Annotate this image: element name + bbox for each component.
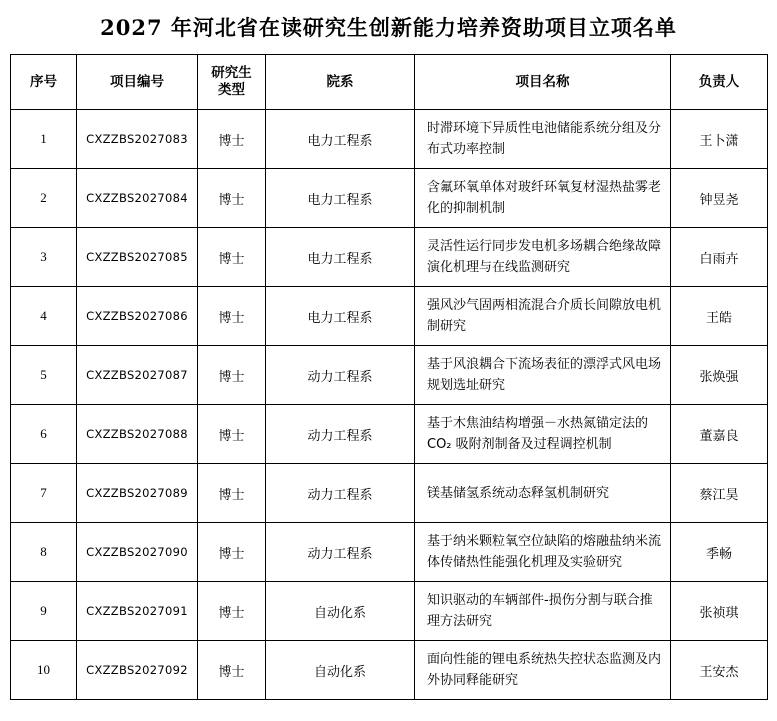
owner-cell: 董嘉良: [671, 405, 768, 464]
row-index-cell: 3: [11, 228, 77, 287]
owner-cell: 蔡江昊: [671, 464, 768, 523]
department-cell: 自动化系: [266, 582, 415, 641]
row-index-cell: 7: [11, 464, 77, 523]
header-dept: 院系: [266, 55, 415, 110]
table-row: [11, 169, 768, 228]
header-name: 项目名称: [415, 55, 671, 110]
owner-cell: 王卜潇: [671, 110, 768, 169]
department-cell: 动力工程系: [266, 464, 415, 523]
department-cell: 动力工程系: [266, 523, 415, 582]
owner-cell: 白雨卉: [671, 228, 768, 287]
row-index-cell: 6: [11, 405, 77, 464]
header-type: [198, 55, 266, 110]
row-index-cell: 4: [11, 287, 77, 346]
department-cell: 电力工程系: [266, 287, 415, 346]
table-header-row: [11, 55, 768, 110]
student-type-cell: 博士: [198, 110, 266, 169]
header-index: 序号: [11, 55, 77, 110]
row-index-cell: 8: [11, 523, 77, 582]
student-type-cell: 博士: [198, 582, 266, 641]
department-cell: 自动化系: [266, 641, 415, 700]
owner-cell: 张焕强: [671, 346, 768, 405]
project-name-cell: 时滞环境下异质性电池储能系统分组及分布式功率控制: [415, 110, 671, 169]
table-row: [11, 287, 768, 346]
project-code-cell: CXZZBS2027092: [77, 641, 198, 700]
department-cell: 电力工程系: [266, 110, 415, 169]
row-index-cell: 1: [11, 110, 77, 169]
project-name-cell: 知识驱动的车辆部件-损伤分割与联合推理方法研究: [415, 582, 671, 641]
student-type-cell: 博士: [198, 169, 266, 228]
table-row: [11, 346, 768, 405]
project-code-cell: CXZZBS2027085: [77, 228, 198, 287]
table-row: [11, 464, 768, 523]
table-row: [11, 228, 768, 287]
owner-cell: 张祯琪: [671, 582, 768, 641]
project-code-cell: CXZZBS2027090: [77, 523, 198, 582]
department-cell: 电力工程系: [266, 169, 415, 228]
project-name-cell: 基于木焦油结构增强－水热氮锚定法的 CO₂ 吸附剂制备及过程调控机制: [415, 405, 671, 464]
project-code-cell: CXZZBS2027083: [77, 110, 198, 169]
header-code: 项目编号: [77, 55, 198, 110]
header-owner: 负责人: [671, 55, 768, 110]
row-index-cell: 10: [11, 641, 77, 700]
project-name-cell: 强风沙气固两相流混合介质长间隙放电机制研究: [415, 287, 671, 346]
table-row: [11, 110, 768, 169]
table-row: [11, 523, 768, 582]
student-type-cell: 博士: [198, 346, 266, 405]
row-index-cell: 5: [11, 346, 77, 405]
project-name-cell: 基于风浪耦合下流场表征的漂浮式风电场规划选址研究: [415, 346, 671, 405]
project-name-cell: 面向性能的锂电系统热失控状态监测及内外协同释能研究: [415, 641, 671, 700]
project-code-cell: CXZZBS2027091: [77, 582, 198, 641]
owner-cell: 王皓: [671, 287, 768, 346]
department-cell: 电力工程系: [266, 228, 415, 287]
department-cell: 动力工程系: [266, 405, 415, 464]
project-code-cell: CXZZBS2027087: [77, 346, 198, 405]
header-type-line1: 研究生: [211, 65, 252, 81]
student-type-cell: 博士: [198, 405, 266, 464]
table-row: [11, 405, 768, 464]
student-type-cell: 博士: [198, 464, 266, 523]
student-type-cell: 博士: [198, 523, 266, 582]
table-row: [11, 582, 768, 641]
department-cell: 动力工程系: [266, 346, 415, 405]
project-code-cell: CXZZBS2027088: [77, 405, 198, 464]
project-name-cell: 基于纳米颗粒氧空位缺陷的熔融盐纳米流体传储热性能强化机理及实验研究: [415, 523, 671, 582]
document-title: 2027 年河北省在读研究生创新能力培养资助项目立项名单: [100, 15, 677, 40]
table-body: [11, 110, 768, 700]
header-type-line2: 类型: [218, 82, 245, 98]
owner-cell: 季畅: [671, 523, 768, 582]
student-type-cell: 博士: [198, 641, 266, 700]
owner-cell: 钟昱尧: [671, 169, 768, 228]
project-code-cell: CXZZBS2027084: [77, 169, 198, 228]
project-name-cell: 镁基储氢系统动态释氢机制研究: [415, 464, 671, 523]
row-index-cell: 9: [11, 582, 77, 641]
student-type-cell: 博士: [198, 228, 266, 287]
project-table: [10, 54, 768, 700]
project-name-cell: 含氟环氧单体对玻纤环氧复材湿热盐雾老化的抑制机制: [415, 169, 671, 228]
project-name-cell: 灵活性运行同步发电机多场耦合绝缘故障演化机理与在线监测研究: [415, 228, 671, 287]
row-index-cell: 2: [11, 169, 77, 228]
owner-cell: 王安杰: [671, 641, 768, 700]
student-type-cell: 博士: [198, 287, 266, 346]
project-code-cell: CXZZBS2027086: [77, 287, 198, 346]
project-code-cell: CXZZBS2027089: [77, 464, 198, 523]
table-row: [11, 641, 768, 700]
